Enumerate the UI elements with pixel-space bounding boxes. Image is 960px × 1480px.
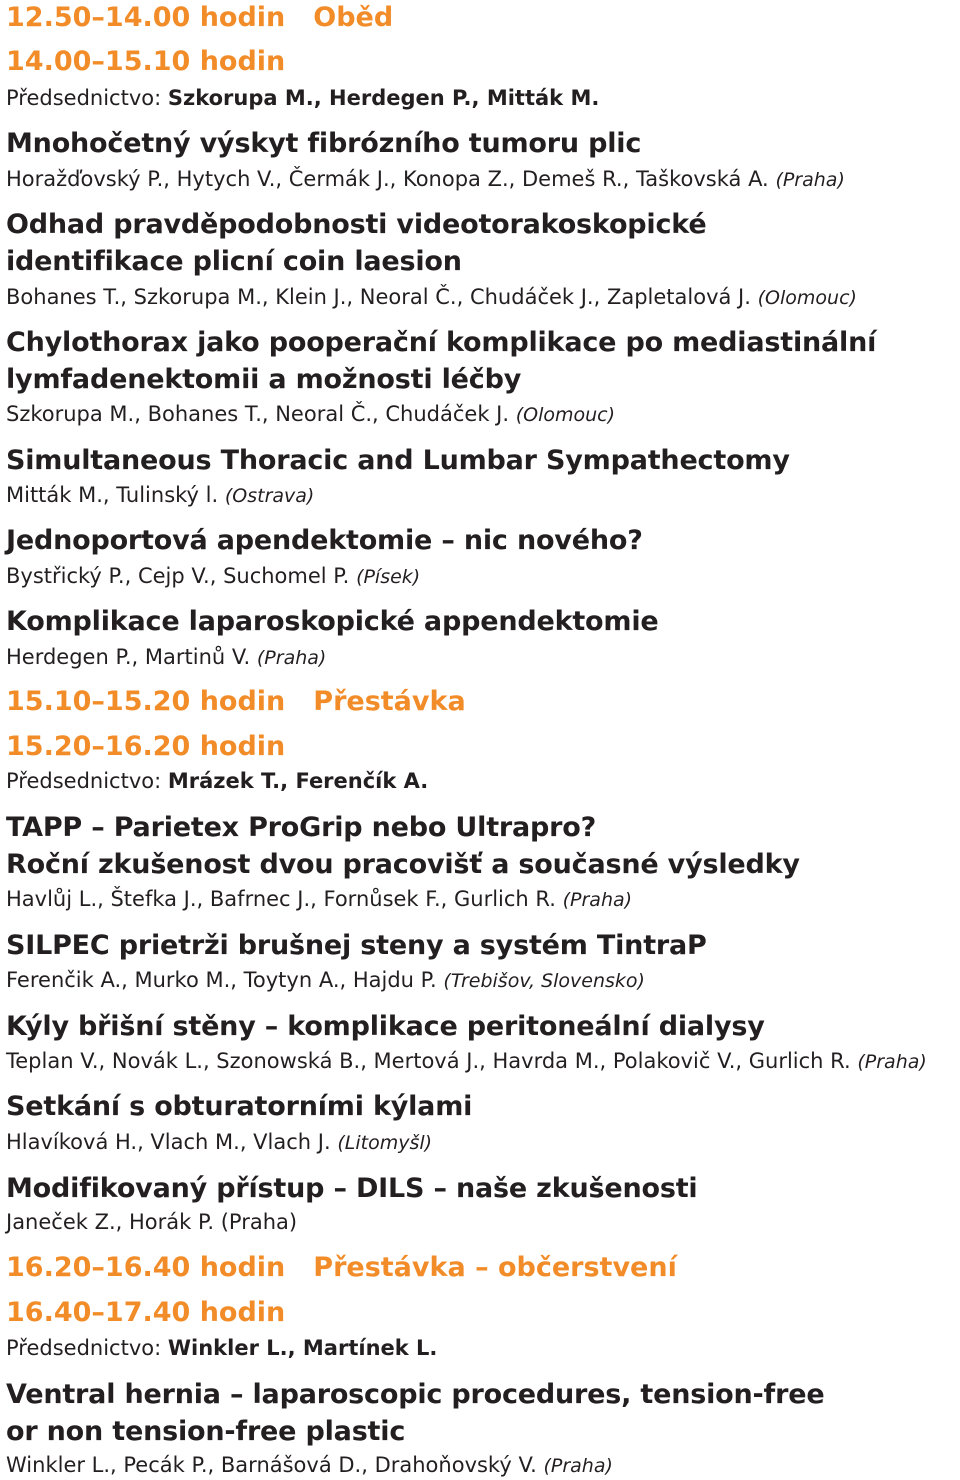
talk-title: SILPEC prietrži brušnej steny a systém TintraP bbox=[6, 930, 707, 961]
session-break-lunch bbox=[6, 3, 960, 33]
session-break-refreshments bbox=[6, 1253, 960, 1283]
chair-prefix: Předsednictvo: bbox=[6, 769, 162, 793]
session-time: 16.40–17.40 hodin bbox=[6, 1297, 286, 1328]
talk-title: Odhad pravděpodobnosti videotorakoskopické bbox=[6, 209, 707, 240]
authors-names: Mitták M., Tulinský l. bbox=[6, 483, 219, 507]
authors-names: Havlůj L., Štefka J., Bafrnec J., Fornůsek F., Gurlich R. bbox=[6, 887, 556, 911]
authors-names: Bohanes T., Szkorupa M., Klein J., Neoral Č., Chudáček J., Zapletalová J. bbox=[6, 285, 751, 309]
talk-authors bbox=[6, 1129, 960, 1156]
session-break bbox=[6, 687, 960, 717]
session-chair bbox=[6, 1335, 960, 1361]
talk-title: Jednoportová apendektomie – nic nového? bbox=[6, 525, 643, 556]
talk-title-line2: Roční zkušenost dvou pracovišť a současné výsledky bbox=[6, 849, 800, 880]
authors-names: Bystřický P., Cejp V., Suchomel P. bbox=[6, 564, 350, 588]
session-chair bbox=[6, 85, 960, 111]
session-time: 15.10–15.20 hodin bbox=[6, 686, 286, 717]
chair-names: Szkorupa M., Herdegen P., Mitták M. bbox=[167, 86, 600, 110]
talk-authors bbox=[6, 482, 960, 509]
talk-title: Mnohočetný výskyt fibrózního tumoru plic bbox=[6, 128, 642, 159]
talk-authors bbox=[6, 284, 960, 311]
talk-title: Setkání s obturatorními kýlami bbox=[6, 1091, 473, 1122]
talk-title: Komplikace laparoskopické appendektomie bbox=[6, 606, 659, 637]
talk-title: Chylothorax jako pooperační komplikace po mediastinální bbox=[6, 327, 877, 358]
talk-authors bbox=[6, 1452, 960, 1479]
talk-authors bbox=[6, 1209, 960, 1236]
authors-city: (Praha) bbox=[857, 1051, 927, 1073]
authors-city: (Trebišov, Slovensko) bbox=[443, 970, 645, 992]
authors-city: (Praha) bbox=[775, 169, 845, 191]
talk-authors bbox=[6, 644, 960, 671]
chair-prefix: Předsednictvo: bbox=[6, 1336, 162, 1360]
authors-names: Herdegen P., Martinů V. bbox=[6, 645, 251, 669]
authors-city: (Olomouc) bbox=[757, 287, 857, 309]
session-label: Oběd bbox=[313, 2, 394, 33]
session-time: 15.20–16.20 hodin bbox=[6, 731, 286, 762]
authors-city: (Praha) bbox=[256, 647, 327, 669]
authors-city: (Ostrava) bbox=[224, 485, 315, 507]
authors-names: Winkler L., Pecák P., Barnášová D., Drahoňovský V. bbox=[6, 1453, 537, 1477]
chair-names: Winkler L., Martínek L. bbox=[167, 1336, 438, 1360]
session-chair bbox=[6, 768, 960, 794]
authors-city: (Praha) bbox=[562, 889, 633, 911]
chair-names: Mrázek T., Ferenčík A. bbox=[167, 769, 429, 793]
authors-city: (Písek) bbox=[356, 566, 421, 588]
authors-city: (Praha) bbox=[543, 1455, 613, 1477]
session-label: Přestávka – občerstvení bbox=[313, 1252, 677, 1283]
talk-authors bbox=[6, 401, 960, 428]
authors-names: Teplan V., Novák L., Szonowská B., Mertová J., Havrda M., Polakovič V., Gurlich R. bbox=[6, 1049, 851, 1073]
talk-title: Modifikovaný přístup – DILS – naše zkušenosti bbox=[6, 1173, 698, 1204]
authors-names: Szkorupa M., Bohanes T., Neoral Č., Chudáček J. bbox=[6, 402, 510, 426]
talk-authors bbox=[6, 1048, 960, 1075]
authors-names: Horažďovský P., Hytych V., Čermák J., Konopa Z., Demeš R., Taškovská A. bbox=[6, 167, 769, 191]
authors-names: Janeček Z., Horák P. (Praha) bbox=[6, 1210, 298, 1234]
session-time: 16.20–16.40 hodin bbox=[6, 1252, 286, 1283]
talk-title-line2: or non tension-free plastic bbox=[6, 1416, 406, 1447]
chair-prefix: Předsednictvo: bbox=[6, 86, 162, 110]
talk-authors bbox=[6, 967, 960, 994]
talk-title: Ventral hernia – laparoscopic procedures, tension-free bbox=[6, 1379, 825, 1410]
session-label: Přestávka bbox=[313, 686, 466, 717]
authors-names: Ferenčik A., Murko M., Toytyn A., Hajdu P. bbox=[6, 968, 437, 992]
talk-title-line2: lymfadenektomii a možnosti léčby bbox=[6, 364, 522, 395]
session-time: 12.50–14.00 hodin bbox=[6, 2, 286, 33]
talk-title: Kýly břišní stěny – komplikace peritoneální dialysy bbox=[6, 1011, 765, 1042]
authors-city: (Litomyšl) bbox=[337, 1132, 433, 1154]
talk-authors bbox=[6, 563, 960, 590]
talk-title: Simultaneous Thoracic and Lumbar Sympathectomy bbox=[6, 445, 790, 476]
talk-title: TAPP – Parietex ProGrip nebo Ultrapro? bbox=[6, 812, 597, 843]
authors-names: Hlavíková H., Vlach M., Vlach J. bbox=[6, 1130, 331, 1154]
talk-authors bbox=[6, 166, 960, 193]
talk-title-line2: identifikace plicní coin laesion bbox=[6, 246, 462, 277]
authors-city: (Olomouc) bbox=[515, 404, 616, 426]
talk-authors bbox=[6, 886, 960, 913]
session-time: 14.00–15.10 hodin bbox=[6, 46, 286, 77]
